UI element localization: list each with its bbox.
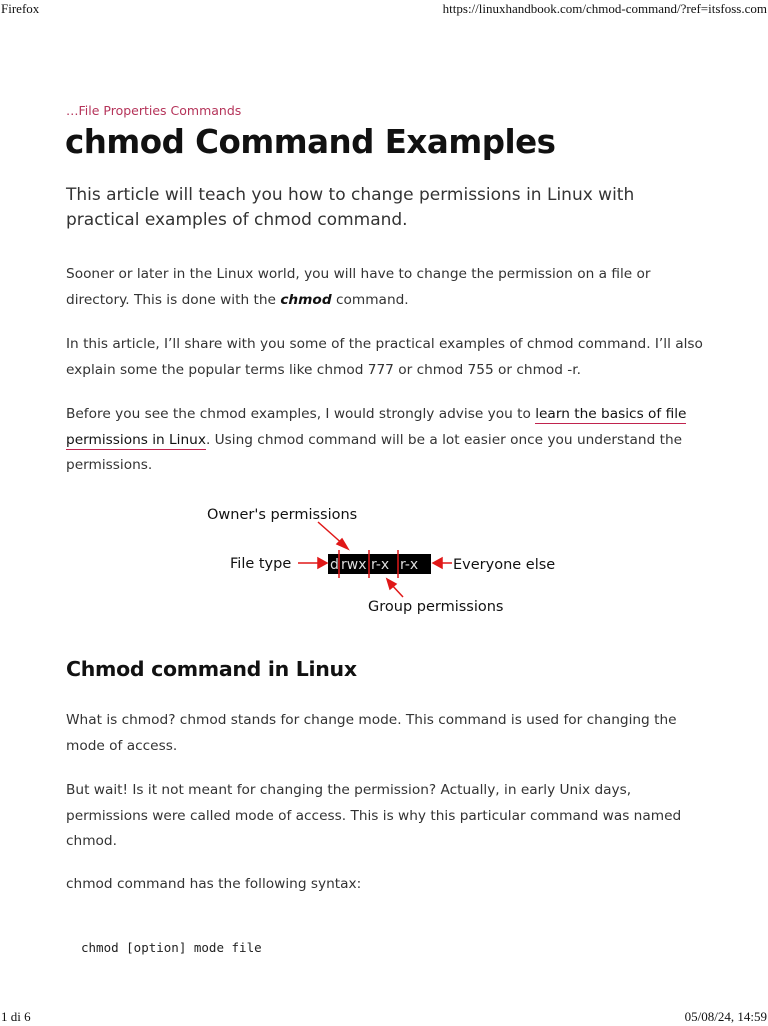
permissions-diagram bbox=[200, 500, 570, 622]
paragraph-advice bbox=[66, 402, 716, 479]
filetype-arrowhead bbox=[318, 558, 327, 568]
print-footer bbox=[0, 1008, 768, 1026]
paragraph-text: . Using chmod command will be a lot easier once you understand the permissions. bbox=[66, 431, 683, 473]
paragraph-overview: In this article, I’ll share with you some of the practical examples of chmod command. I’ll also explain some the popular terms like chmod 777 or chmod 755 or chmod -r. bbox=[66, 336, 703, 378]
group-permissions-label: Group permissions bbox=[368, 599, 504, 615]
paragraph-intro bbox=[66, 262, 716, 313]
paragraph-text: Sooner or later in the Linux world, you will have to change the permission on a file or directory. This is done with the bbox=[66, 266, 651, 308]
print-timestamp: 05/08/24, 14:59 bbox=[684, 1009, 767, 1024]
perm-type: d bbox=[330, 557, 339, 573]
page-url[interactable]: https://linuxhandbook.com/chmod-command/?ref=itsfoss.com bbox=[442, 1, 767, 16]
print-header bbox=[0, 0, 768, 18]
paragraph-text: Before you see the chmod examples, I would strongly advise you to bbox=[66, 406, 536, 422]
permissions-basics-link[interactable]: learn the basics of file permissions in Linux bbox=[66, 406, 687, 448]
paragraph-text: command. bbox=[331, 291, 409, 308]
perm-other: r-x bbox=[400, 557, 419, 573]
article-lede: This article will teach you how to change permissions in Linux with practical examples of chmod command. bbox=[66, 185, 635, 230]
section-heading: Chmod command in Linux bbox=[66, 657, 357, 681]
paragraph-history: But wait! Is it not meant for changing the permission? Actually, in early Unix days, permissions were called mode of access. This is why this particular command was named chmod. bbox=[66, 782, 682, 849]
owner-permissions-label: Owner's permissions bbox=[207, 507, 358, 523]
syntax-code-block: chmod [option] mode file bbox=[81, 940, 262, 955]
everyone-else-label: Everyone else bbox=[453, 557, 556, 573]
perm-group: r-x bbox=[371, 557, 390, 573]
chmod-emphasis: chmod bbox=[280, 291, 332, 308]
browser-name: Firefox bbox=[1, 1, 40, 16]
perm-owner: rwx bbox=[341, 557, 367, 573]
file-type-label: File type bbox=[230, 556, 292, 572]
paragraph-what-is-chmod: What is chmod? chmod stands for change mode. This command is used for changing the mode of access. bbox=[66, 712, 677, 754]
paragraph-syntax-intro: chmod command has the following syntax: bbox=[66, 876, 362, 892]
breadcrumb[interactable]: …File Properties Commands bbox=[66, 103, 242, 118]
everyone-arrowhead bbox=[433, 558, 442, 568]
page-indicator: 1 di 6 bbox=[1, 1009, 31, 1024]
page-title: chmod Command Examples bbox=[65, 123, 556, 161]
